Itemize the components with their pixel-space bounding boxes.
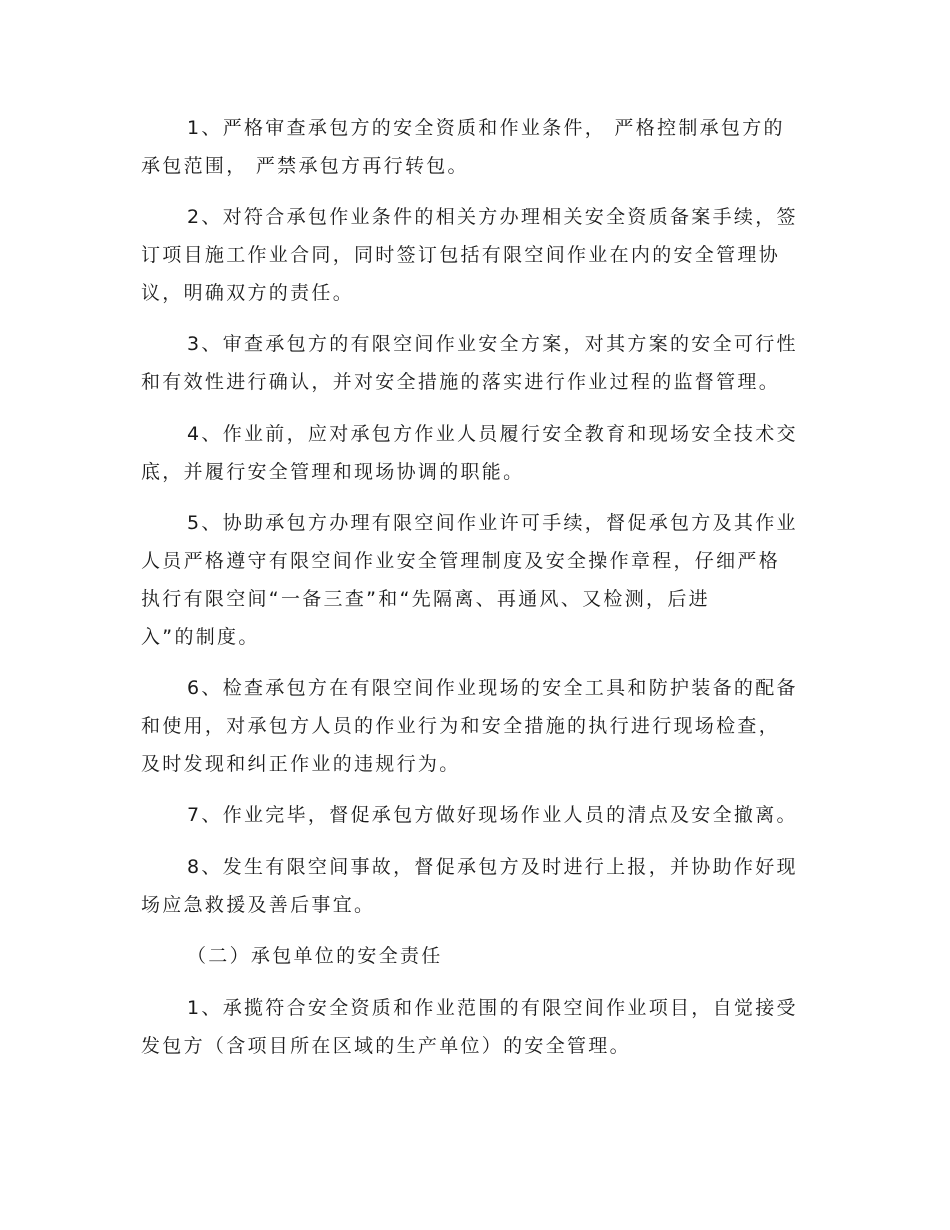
text-line: 及时发现和纠正作业的违规行为。 — [141, 753, 461, 775]
text-line: 发包方（含项目所在区域的生产单位）的安全管理。 — [141, 1035, 631, 1057]
text-line: 底，并履行安全管理和现场协调的职能。 — [141, 461, 525, 483]
text-line: 执行有限空间“一备三查”和“先隔离、再通风、又检测，后进 — [141, 588, 710, 610]
text-line: 1、严格审查承包方的安全资质和作业条件， 严格控制承包方的 — [187, 117, 785, 139]
text-line: 承包范围， 严禁承包方再行转包。 — [141, 155, 469, 177]
text-line: 7、作业完毕，督促承包方做好现场作业人员的清点及安全撤离。 — [187, 804, 798, 826]
text-line: 1、承揽符合安全资质和作业范围的有限空间作业项目，自觉接受 — [187, 997, 798, 1019]
text-line: 5、协助承包方办理有限空间作业许可手续，督促承包方及其作业 — [187, 512, 798, 534]
text-line: 和使用，对承包方人员的作业行为和安全措施的执行进行现场检查， — [141, 715, 781, 737]
text-line: 8、发生有限空间事故，督促承包方及时进行上报，并协助作好现 — [187, 856, 798, 878]
text-line: 场应急救援及善后事宜。 — [141, 894, 376, 916]
text-line: 2、对符合承包作业条件的相关方办理相关安全资质备案手续，签 — [187, 206, 798, 228]
text-line: 人员严格遵守有限空间作业安全管理制度及安全操作章程，仔细严格 — [141, 550, 781, 572]
text-line: 议，明确双方的责任。 — [141, 282, 355, 304]
text-line: 和有效性进行确认，并对安全措施的落实进行作业过程的监督管理。 — [141, 371, 781, 393]
text-line: 3、审查承包方的有限空间作业安全方案，对其方案的安全可行性 — [187, 333, 798, 355]
text-line: 4、作业前，应对承包方作业人员履行安全教育和现场安全技术交 — [187, 423, 798, 445]
text-line: 订项目施工作业合同，同时签订包括有限空间作业在内的安全管理协 — [141, 244, 781, 266]
text-line: 入”的制度。 — [141, 626, 260, 648]
section-heading: （二）承包单位的安全责任 — [187, 945, 443, 967]
text-line: 6、检查承包方在有限空间作业现场的安全工具和防护装备的配备 — [187, 677, 798, 699]
